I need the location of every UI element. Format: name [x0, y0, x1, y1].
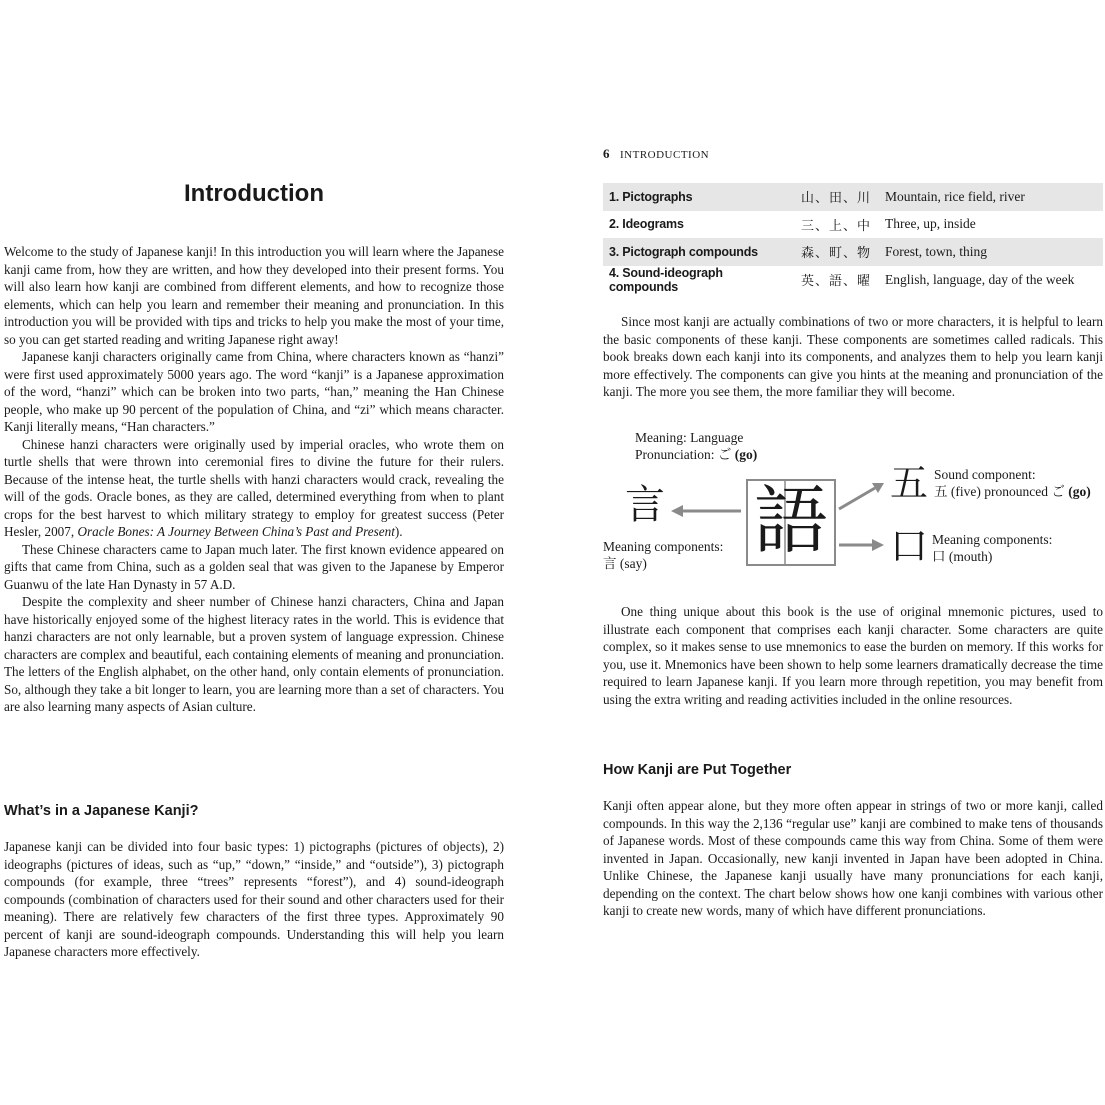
components-paragraph: Since most kanji are actually combinations of two or more characters, it is helpful to learn the basic components of these kanji. These components are sometimes called radicals. This book breaks down each kanji into its components, and analyzes them to help you learn kanji more effectively. The components can give you hints at the meaning and pronunciation of the kanji. The more you see them, the more familiar they will become. [603, 314, 1103, 399]
table-row [603, 183, 1103, 211]
sound-caption-text: (five) pronounced [947, 484, 1052, 499]
arrow-to-mouth-head [872, 539, 884, 551]
kanji-types-table [603, 183, 1103, 294]
intro-section [4, 243, 504, 716]
pronunciation-label: Pronunciation: [635, 447, 718, 462]
arrow-to-say-head [671, 505, 683, 517]
page-number: 6 [603, 146, 610, 161]
sound-caption-romaji: (go) [1064, 484, 1091, 499]
type-examples: Forest, town, thing [885, 243, 988, 259]
say-caption-meaning: (say) [616, 556, 647, 571]
citation-end: ). [394, 524, 403, 539]
type-kanji: 森、町、物 [801, 246, 872, 262]
kanji-component-diagram [603, 425, 1103, 575]
diagram-meaning-label: Meaning: Language [635, 430, 744, 445]
type-name: 4. Sound-ideograph compounds [609, 265, 723, 294]
running-head-title: INTRODUCTION [620, 149, 710, 161]
table-row [603, 211, 1103, 239]
mouth-caption-label: Meaning components: [932, 532, 1053, 547]
type-name: 3. Pictograph compounds [609, 244, 758, 259]
mouth-caption-kanji: 口 [932, 549, 946, 565]
chapter-title: Introduction [184, 180, 324, 207]
intro-paragraph-2: Japanese kanji characters originally came from China, where characters known as “hanzi” were first used approximately 5000 years ago. The word “kanji” is a Japanese approximation of the word, “hanzi” which can be broken into two parts, “han,” meaning the Han Chinese people, who make up 90 percent of the population of China, and “zi” which means character. Kanji literally means, “Han characters.” [4, 349, 504, 434]
citation-title: Oracle Bones: A Journey Between China’s Past and Present [77, 524, 395, 539]
intro-paragraph-4: These Chinese characters came to Japan much later. The first known evidence appeared on gifts that came from China, such as a golden seal that was given to the Japanese by Emperor Guanwu of the late Han Dynasty in 57 A.D. [4, 541, 504, 592]
whats-in-kanji-section [4, 838, 504, 961]
mnemonics-section [603, 603, 1103, 708]
mouth-caption-meaning: (mouth) [945, 549, 993, 564]
intro-paragraph-5: Despite the complexity and sheer number of Chinese hanzi characters, China and Japan have historically enjoyed some of the highest literacy rates in the world. This is evidence that hanzi characters are not only learnable, but a proven system of language expression. Chinese characters are complex and beautiful, each containing elements of meaning and pronunciation. The letters of the English alphabet, on the other hand, only contain elements of pronunciation. So, although they take a bit longer to learn, you are learning more than a set of characters. You are also learning many aspects of Asian culture. [4, 594, 504, 714]
table-row [603, 266, 1103, 294]
component-say-glyph: 言 [625, 482, 665, 528]
component-five-glyph: 五 [890, 461, 929, 505]
type-name: 1. Pictographs [609, 189, 693, 204]
compounds-section [603, 797, 1103, 920]
components-section [603, 313, 1103, 401]
say-caption-kanji: 言 [603, 556, 617, 572]
table-row [603, 238, 1103, 266]
intro-paragraph-3 [4, 436, 504, 541]
type-examples: Three, up, inside [885, 216, 976, 232]
type-kanji: 英、語、曜 [801, 274, 872, 289]
mnemonics-paragraph: One thing unique about this book is the use of original mnemonic pictures, used to illustrate each component that comprises each kanji character. Some characters are quite complex, so it makes sense to use mnemonics to ease the burden on memory. If this works for you, use it. Mnemonics have been shown to help some learners dramatically decrease the time required to learn Japanese kanji. If you learn more through repetition, you may benefit from using the extra writing and reading activities included in the online resources. [603, 604, 1103, 707]
sound-caption-kanji: 五 [934, 484, 948, 500]
say-caption-label: Meaning components: [603, 539, 724, 554]
pronunciation-kana: ご [717, 447, 732, 463]
sound-caption-label: Sound component: [934, 467, 1036, 482]
mouth-caption-detail [932, 548, 992, 566]
pronunciation-romaji: (go) [734, 447, 758, 462]
compounds-paragraph: Kanji often appear alone, but they more often appear in strings of two or more kanji, called compounds. In this way the 2,136 “regular use” kanji are combined to make tens of thousands of Japanese words. Most of these compounds came this way from China. Some of them were invented in Japan. Occasionally, new kanji invented in Japan have been adopted in China. Unlike Chinese, the Japanese kanji usually have many pronunciations for each kanji, depending on the context. The chart below shows how one kanji combines with various other kanji to create new words, many of which have different pronunciations. [603, 798, 1103, 918]
whats-in-kanji-paragraph: Japanese kanji can be divided into four basic types: 1) pictographs (pictures of objects), 2) ideographs (pictures of ideas, such as “up,” “down,” “inside,” and “outside”), 3) pictograph compounds (for example, three “trees” represents “forest”), and 4) sound-ideograph compounds (combination of characters used for their sound and other characters used for their meaning). There are relatively few characters of the first three types. Approximately 90 percent of kanji are sound-ideograph compounds. Understanding this will help you learn Japanese characters more effectively. [4, 839, 504, 959]
intro-paragraph-1: Welcome to the study of Japanese kanji! In this introduction you will learn where the Japanese kanji came from, how they are written, and how they developed into their present forms. You will also learn how kanji are combined from different elements, and how to recognize those elements, which can help you learn and remember their meaning and pronunciation. In this introduction you will be provided with tips and tricks to help you make the most of your time, so you can get started reading and writing Japanese right away! [4, 244, 504, 347]
section-heading-how-kanji-put-together: How Kanji are Put Together [603, 762, 792, 778]
type-name: 2. Ideograms [609, 217, 684, 232]
type-kanji: 三、上、中 [801, 218, 872, 234]
section-heading-whats-in-kanji: What’s in a Japanese Kanji? [4, 803, 199, 819]
arrow-to-five-line [839, 488, 875, 509]
sound-caption-detail [934, 483, 1091, 501]
component-mouth-glyph: 口 [890, 524, 929, 568]
running-head [603, 146, 709, 162]
type-examples: Mountain, rice field, river [885, 188, 1025, 204]
type-examples: English, language, day of the week [885, 271, 1075, 287]
say-caption-detail [603, 555, 647, 573]
sound-caption-kana: ご [1051, 484, 1065, 500]
type-kanji: 山、田、川 [801, 191, 872, 207]
main-kanji-glyph: 語 [754, 478, 828, 564]
paragraph-3-text: Chinese hanzi characters were originally used by imperial oracles, who wrote them on turtle shells that were thrown into ceremonial fires to divine the future for their rulers. Because of the intense heat, the turtle shells with hanzi characters would crack, revealing the will of the gods. Oracle bones, as they are called, determined everything from when to plant crops for the best harvest to which military strategy to employ for greatest success (Peter Hesler, 2007, [4, 436, 504, 539]
